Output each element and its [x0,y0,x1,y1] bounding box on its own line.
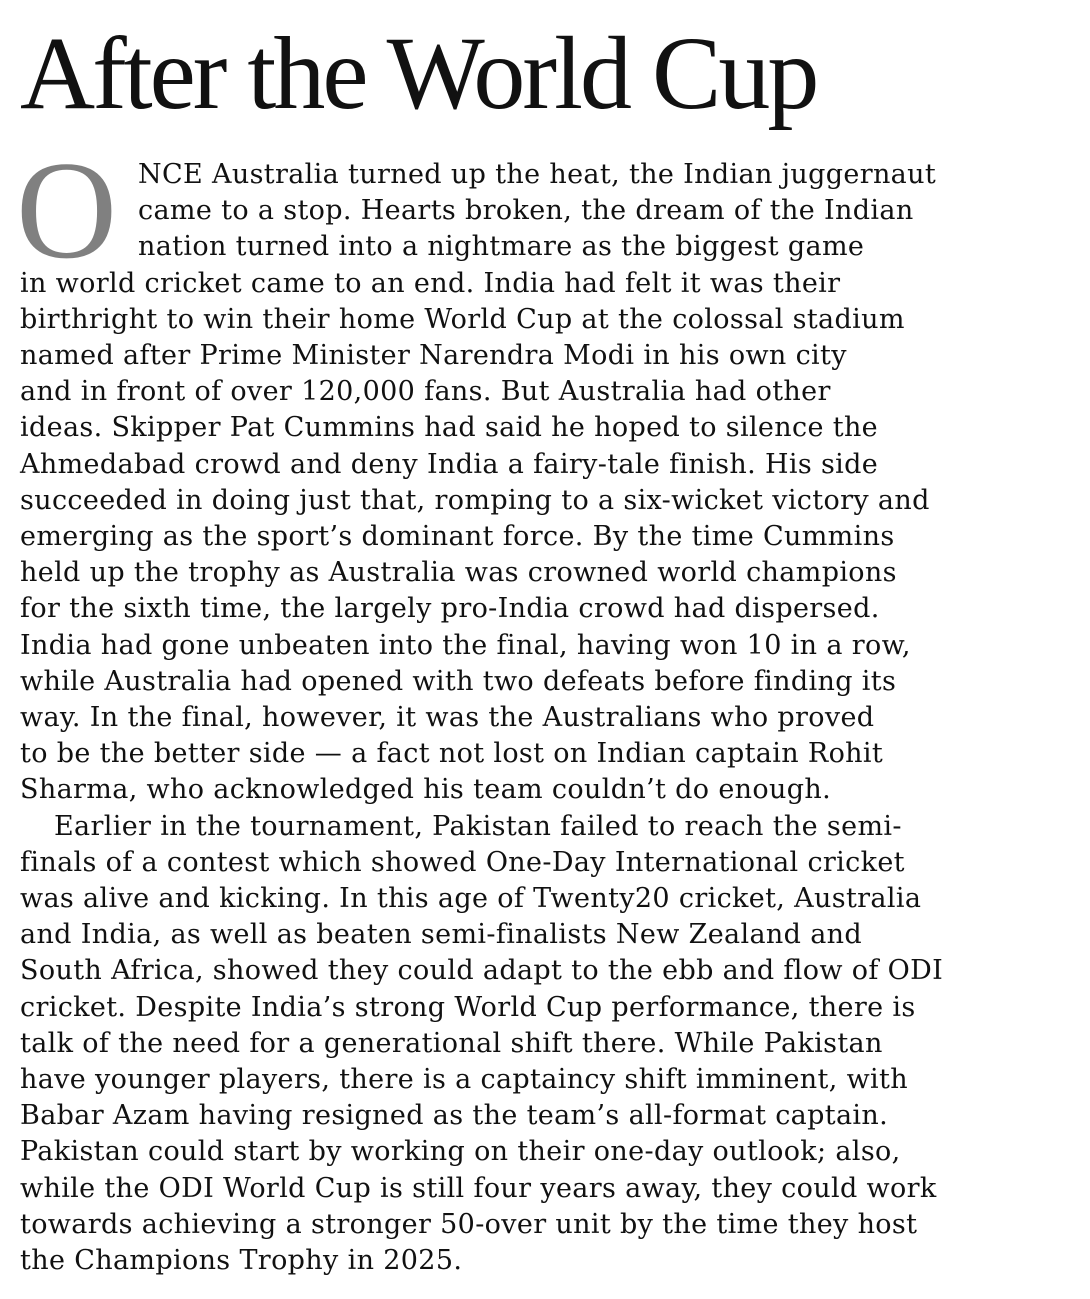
text-line: towards achieving a stronger 50-over unit by the time they host [20,1208,918,1240]
text-line: and India, as well as beaten semi-finalists New Zealand and [20,919,863,951]
text-line: emerging as the sport’s dominant force. By the time Cummins [20,521,895,553]
text-line: talk of the need for a generational shift there. While Pakistan [20,1027,883,1059]
text-line: named after Prime Minister Narendra Modi in his own city [20,340,847,372]
text-line: India had gone unbeaten into the final, having won 10 in a row, [20,629,911,661]
headline: After the World Cup [20,16,817,131]
text-line: Sharma, who acknowledged his team couldn’t do enough. [20,774,832,806]
text-line: to be the better side — a fact not lost on Indian captain Rohit [20,738,884,770]
text-line: finals of a contest which showed One-Day International cricket [20,846,905,878]
text-line: was alive and kicking. In this age of Twenty20 cricket, Australia [20,883,922,915]
text-line: the Champions Trophy in 2025. [20,1245,463,1277]
drop-cap: O [16,133,118,288]
text-line: nation turned into a nightmare as the biggest game [138,231,865,263]
text-line: Earlier in the tournament, Pakistan failed to reach the semi- [54,810,902,842]
paragraph-1 [20,157,1080,809]
article-body [16,133,1080,1279]
text-line: have younger players, there is a captaincy shift imminent, with [20,1064,908,1096]
text-line: NCE Australia turned up the heat, the Indian juggernaut [138,159,937,190]
text-line: in world cricket came to an end. India had felt it was their [20,267,841,299]
text-line: Pakistan could start by working on their one-day outlook; also, [20,1136,901,1168]
text-line: for the sixth time, the largely pro-India crowd had dispersed. [20,593,880,625]
text-line: while Australia had opened with two defeats before finding its [20,665,897,697]
text-line: held up the trophy as Australia was crowned world champions [20,557,897,589]
text-line: Ahmedabad crowd and deny India a fairy-tale finish. His side [20,448,879,480]
text-line: cricket. Despite India’s strong World Cup performance, there is [20,991,916,1023]
text-line: came to a stop. Hearts broken, the dream of the Indian [138,195,914,227]
text-line: succeeded in doing just that, romping to a six-wicket victory and [20,484,930,516]
text-line: South Africa, showed they could adapt to the ebb and flow of ODI [20,955,944,987]
text-line: while the ODI World Cup is still four years away, they could work [20,1172,937,1204]
paragraph-2 [20,809,1080,1280]
text-line: way. In the final, however, it was the Australians who proved [20,702,875,734]
text-line: ideas. Skipper Pat Cummins had said he hoped to silence the [20,412,879,444]
text-line: birthright to win their home World Cup at the colossal stadium [20,303,905,335]
text-line: and in front of over 120,000 fans. But Australia had other [20,376,831,408]
text-line: Babar Azam having resigned as the team’s all-format captain. [20,1100,889,1132]
